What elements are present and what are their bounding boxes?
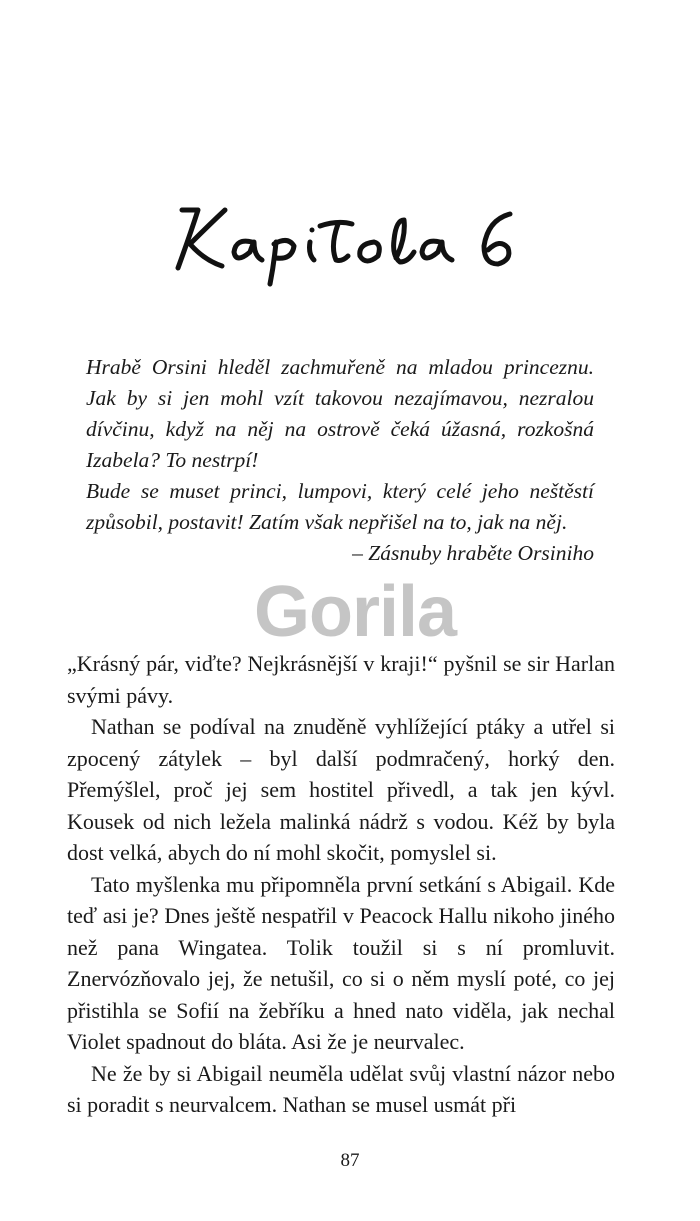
chapter-heading: [0, 180, 700, 290]
epigraph-paragraph-2: Bude se muset princi, lumpovi, který celé jeho neštěstí způsobil, postavit! Zatím však nepřišel na to, jak na něj.: [86, 479, 594, 534]
page-number: 87: [340, 1150, 360, 1171]
body-paragraph-2: Nathan se podíval na znuděně vyhlížející ptáky a utřel si zpocený zátylek – byl další podmračený, horký den. Přemýšlel, proč jej sem hostitel přivedl, a tak jen kývl. Kousek od nich ležela malinká nádrž s vodou. Kéž by byla dost velká, abych do ní mohl skočit, pomyslel si.: [67, 714, 615, 865]
epigraph-paragraph-1: Hrabě Orsini hleděl zachmuřeně na mladou princeznu. Jak by si jen mohl vzít takovou nezajímavou, nezralou dívčinu, když na něj na ostrově čeká úžasná, rozkošná Izabela? To nestrpí!: [86, 355, 594, 472]
chapter-body: [67, 648, 615, 1121]
epigraph-attribution: – Zásnuby hraběte Orsiniho: [352, 541, 594, 565]
chapter-title-handwritten: [170, 180, 530, 290]
body-paragraph-1: „Krásný pár, viďte? Nejkrásnější v kraji!“ pyšnil se sir Harlan svými pávy.: [67, 651, 615, 708]
gorila-watermark-logo: Gorila: [253, 572, 457, 652]
body-paragraph-4: Ne že by si Abigail neuměla udělat svůj vlastní názor nebo si poradit s neurvalcem. Nathan se musel usmát při: [67, 1060, 615, 1117]
body-paragraph-3: Tato myšlenka mu připomněla první setkání s Abigail. Kde teď asi je? Dnes ještě nespatřil v Peacock Hallu nikoho jiného než pana Wingatea. Tolik toužil si s ní promluvit. Znervózňovalo jej, že netušil, co si o něm myslí poté, co jej přistihla se Sofií na žebříku a hned nato viděla, jak nechal Violet spadnout do bláta. Asi že je neurvalec.: [67, 871, 615, 1054]
epigraph: [86, 352, 594, 569]
